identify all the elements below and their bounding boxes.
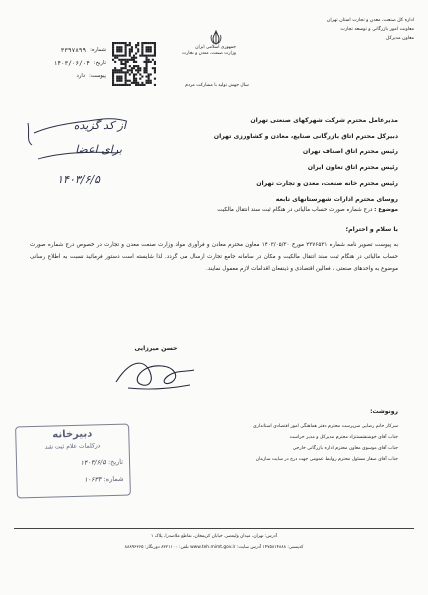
emblem-line: جمهوری اسلامی ایران (195, 45, 236, 50)
ministry-line: معاونت امور بازرگانی و توسعه تجارت (340, 27, 414, 32)
recipient: رئیس محترم اتاق تعاون ایران (307, 164, 398, 172)
recipient: دبیرکل محترم اتاق بازرگانی صنایع، معادن و کشاورزی تهران (213, 132, 398, 140)
letter-date-row (14, 57, 106, 70)
copies-list (148, 421, 398, 465)
footer-address: آدرس: تهران، میدان ولیعصر، خیابان کریمخان، تقاطع ملاصدرا، پلاک ۱ (151, 534, 277, 539)
letter-number-row (14, 44, 106, 57)
signature-icon (110, 352, 200, 394)
year-slogan: سال جهش تولید با مشارکت مردم (185, 83, 249, 88)
recipient: روسای محترم ادارات شهرستانهای تابعه (275, 195, 398, 203)
copy-recipient: سرکار خانم رضایی سرپرست محترم دفتر هماهنگی امور اقتصادی استانداری (253, 424, 398, 429)
number-label: شماره: (90, 47, 106, 53)
copies-title: رونوشت: (370, 408, 398, 415)
subject-label: موضوع : (374, 207, 398, 213)
emblem-icon (209, 30, 223, 45)
signer-name: حسن میرزایی (134, 345, 178, 352)
number-value: ۳۳۹۷۸۹۹ (60, 47, 87, 54)
stamp-number-label: شماره: (103, 474, 124, 484)
letter-body: به پیوست تصویر نامه شماره ۲۳۷۶۵۳۱ مورخ ۱۴۰۳/۰۵/۳۰ معاون محترم معادن و فرآوری مواد وزارت صنعت معدن و تجارت در خصوص درج شماره صورت حساب مالیاتی در هنگام ثبت سند انتقال مالکیت و مکان در سامانه جامع تجارت ارسال می گردد. لذا شایسته است دستور فرمائید نسبت به اطلاع رسانی موضوع به واحدهای صنعتی ، فعالین اقتصادی و ذینفعان اقدامات لازم معمول نمایند. (30, 242, 398, 272)
copy-recipient: جناب آقای خوشنشستنژاد محترم مدیرکل و مدیر حراست (289, 435, 398, 440)
handwritten-note (18, 107, 136, 197)
stamp-title: دبیرخانه (52, 428, 93, 441)
attachment-label: پیوست: (89, 73, 106, 79)
ministry-line: معاون مدیرکل (385, 36, 414, 41)
emblem-line: وزارت صنعت، معدن و تجارت (182, 51, 236, 56)
stamp-date-label: تاریخ: (107, 457, 124, 467)
stamp-subtitle: درکلمات علام ثبت شد (44, 442, 101, 451)
date-label: تاریخ: (93, 60, 106, 66)
copy-recipient: جناب آقای صفار مسئول محترم روابط عمومی جهت درج در سایت سازمان (255, 457, 398, 462)
iran-emblem (182, 30, 236, 57)
note-line-1: از کد گزیده (73, 119, 126, 132)
recipients-list (146, 113, 398, 207)
copy-recipient: جناب آقای موسوی معاون محترم اداره بازرگانی خارجی (292, 446, 398, 451)
recipient: رئیس محترم اتاق اصناف تهران (302, 148, 398, 156)
recipient: مدیرعامل محترم شرکت شهرکهای صنعتی تهران (250, 117, 398, 124)
subject-text: درج شماره صورت حساب مالیاتی در هنگام ثبت سند انتقال مالکیت (217, 207, 373, 213)
attachment-row (14, 70, 106, 83)
stamp-number-row (23, 475, 123, 486)
date-value: ۱۴۰۳/۰۶/۰۴ (53, 60, 90, 67)
footer-divider (14, 528, 414, 529)
stamp-date-row (23, 458, 123, 469)
qr-code-icon (112, 42, 156, 86)
stamp-number-value: ۱۰۶۳۳ (83, 475, 102, 484)
letter-subject (138, 207, 398, 213)
greeting: با سلام و احترام؛ (345, 226, 398, 233)
note-date: ۱۴۰۳/۶/۵ (57, 173, 100, 186)
note-line-2: برای اعضا (75, 143, 122, 156)
attachment-value: دارد (76, 73, 86, 79)
secretariat-stamp (15, 424, 131, 499)
letter-meta (14, 44, 106, 83)
footer-contacts: کدپستی: ۱۴۷۵۸۱۴۸۸۸ آدرس سایت: www.teh.mimt.gov.ir تلفن: ۸۳۲۱۱۰۰ دورنگار: ۸۸۸۹۶۳۶۵ (124, 545, 304, 550)
recipient: رئیس محترم خانه صنعت، معدن و تجارت تهران (256, 179, 398, 187)
stamp-date-value: ۱۴۰۳/۶/۵ (80, 458, 106, 467)
ministry-header (296, 16, 414, 43)
ministry-line: اداره کل صنعت، معدن و تجارت استان تهران (326, 18, 414, 23)
